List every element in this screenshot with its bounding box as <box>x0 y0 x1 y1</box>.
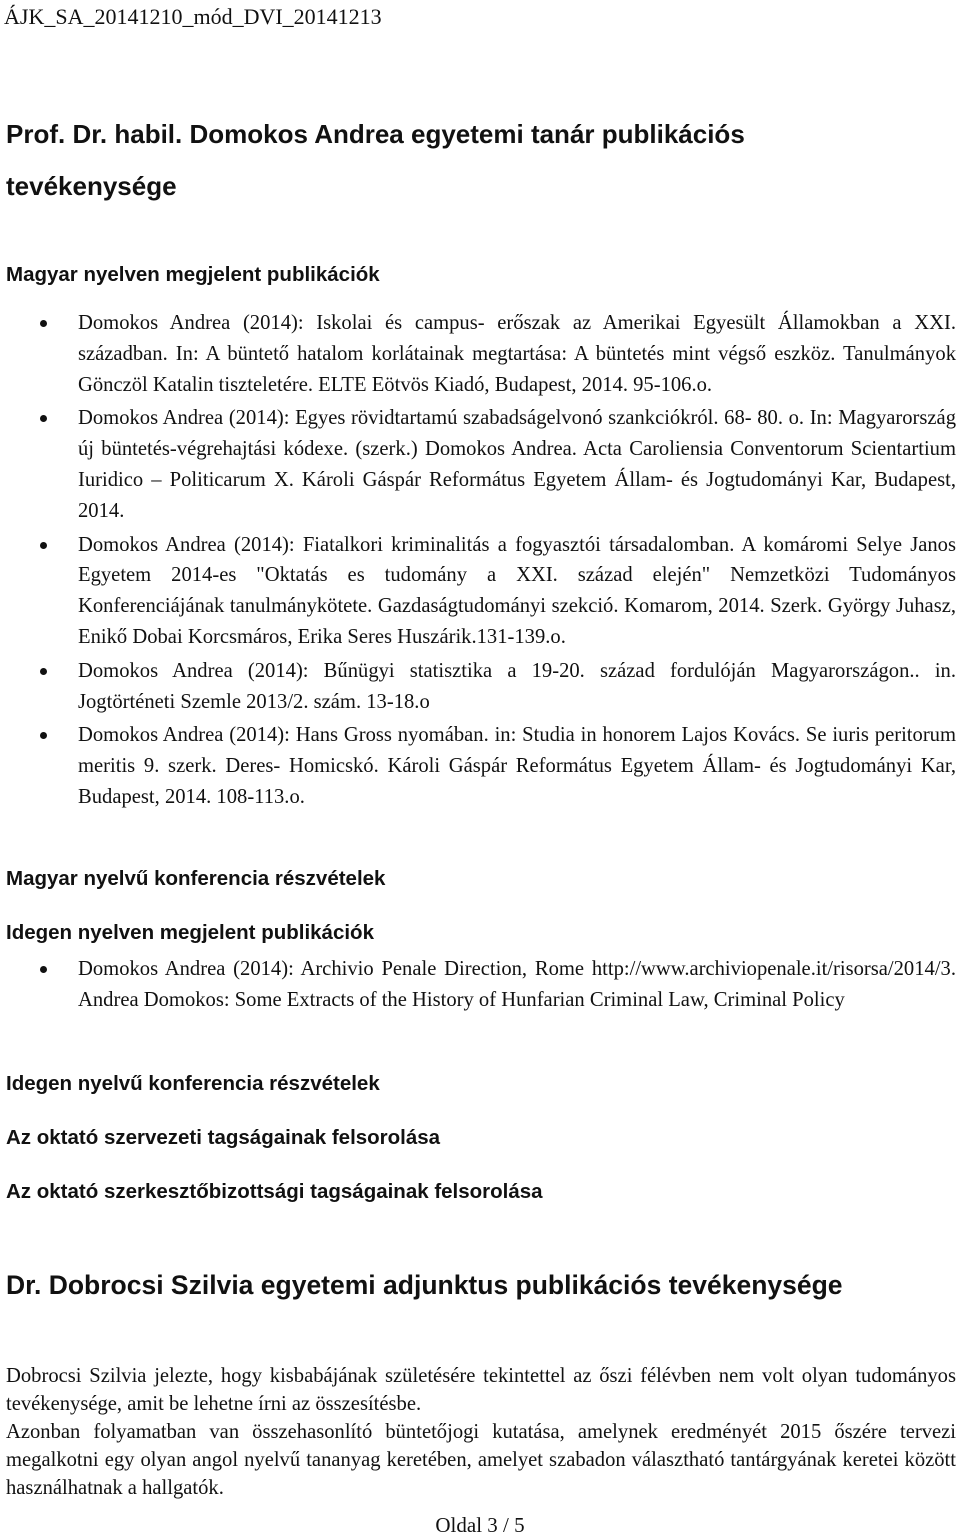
heading-foreign-conferences: Idegen nyelvű konferencia részvételek <box>6 1072 380 1095</box>
bullet-icon <box>40 966 47 973</box>
section-title-dobrocsi: Dr. Dobrocsi Szilvia egyetemi adjunktus publikációs tevékenysége <box>6 1270 843 1300</box>
list-item: Domokos Andrea (2014): Egyes rövidtartamú szabadságelvonó szankciókról. 68- 80. o. In: Magyarország új büntetés-végrehajtási kódexe. (szerk.) Domokos Andrea. Acta Caroliensia Conventorum Scientartium Iuridico – Politicarum X. Károli Gáspár Református Egyetem Állam- és Jogtudományi Kar, Budapest, 2014. <box>0 403 956 526</box>
paragraph-status: Dobrocsi Szilvia jelezte, hogy kisbabájának születésére tekintettel az őszi félévben nem volt olyan tudományos tevékenysége, amit be lehetne írni az összesítésbe. <box>6 1365 956 1415</box>
page-number: Oldal 3 / 5 <box>435 1513 525 1537</box>
bullet-icon <box>40 732 47 739</box>
hungarian-publications-list <box>0 308 956 816</box>
heading-memberships: Az oktató szervezeti tagságainak felsorolása <box>6 1126 441 1149</box>
list-item: Domokos Andrea (2014): Fiatalkori kriminalitás a fogyasztói társadalomban. A komáromi Selye Janos Egyetem 2014-es "Oktatás es tudomány a XXI. század elején" Nemzetközi Tudományos Konferenciájának tanulmánykötete. Gazdaságtudományi szekció. Komarom, 2014. Szerk. György Juhasz, Enikő Dobai Korcsmáros, Erika Seres Huszárik.131-139.o. <box>0 530 956 653</box>
list-item: Domokos Andrea (2014): Hans Gross nyomában. in: Studia in honorem Lajos Kovács. Se iuris peritorum meritis 9. szerk. Deres- Homicskó. Károli Gáspár Református Egyetem Állam- és Jogtudományi Kar, Budapest, 2014. 108-113.o. <box>0 720 956 812</box>
section-title-domokos: Prof. Dr. habil. Domokos Andrea egyetemi tanár publikációs tevékenysége <box>6 119 745 201</box>
bullet-icon <box>40 668 47 675</box>
list-item: Domokos Andrea (2014): Bűnügyi statisztika a 19-20. század fordulóján Magyarországon.. in. Jogtörténeti Szemle 2013/2. szám. 13-18.o <box>0 656 956 718</box>
bullet-icon <box>40 415 47 422</box>
bullet-icon <box>40 320 47 327</box>
heading-editorial-boards: Az oktató szerkesztőbizottsági tagságainak felsorolása <box>6 1180 543 1203</box>
bullet-icon <box>40 542 47 549</box>
heading-foreign-publications: Idegen nyelven megjelent publikációk <box>6 921 374 944</box>
foreign-publications-list <box>0 954 956 1019</box>
paragraph-research: Azonban folyamatban van összehasonlító büntetőjogi kutatása, amelynek eredményét 2015 őszére tervezi megalkotni egy olyan angol nyelvű tananyag keretében, amelyet szabadon választható tantárgyának keretei között használhatnak a hallgatók. <box>6 1421 956 1499</box>
document-code: ÁJK_SA_20141210_mód_DVI_20141213 <box>4 4 382 29</box>
list-item: Domokos Andrea (2014): Iskolai és campus- erőszak az Amerikai Egyesült Államokban a XXI. században. In: A büntető hatalom korlátainak megtartása: A büntetés mint végső eszköz. Tanulmányok Gönczöl Katalin tiszteletére. ELTE Eötvös Kiadó, Budapest, 2014. 95-106.o. <box>0 308 956 400</box>
heading-hungarian-publications: Magyar nyelven megjelent publikációk <box>6 263 380 286</box>
heading-hungarian-conferences: Magyar nyelvű konferencia részvételek <box>6 867 386 890</box>
list-item: Domokos Andrea (2014): Archivio Penale Direction, Rome http://www.archiviopenale.it/risorsa/2014/3. Andrea Domokos: Some Extracts of the History of Hunfarian Criminal Law, Criminal Policy <box>0 954 956 1016</box>
